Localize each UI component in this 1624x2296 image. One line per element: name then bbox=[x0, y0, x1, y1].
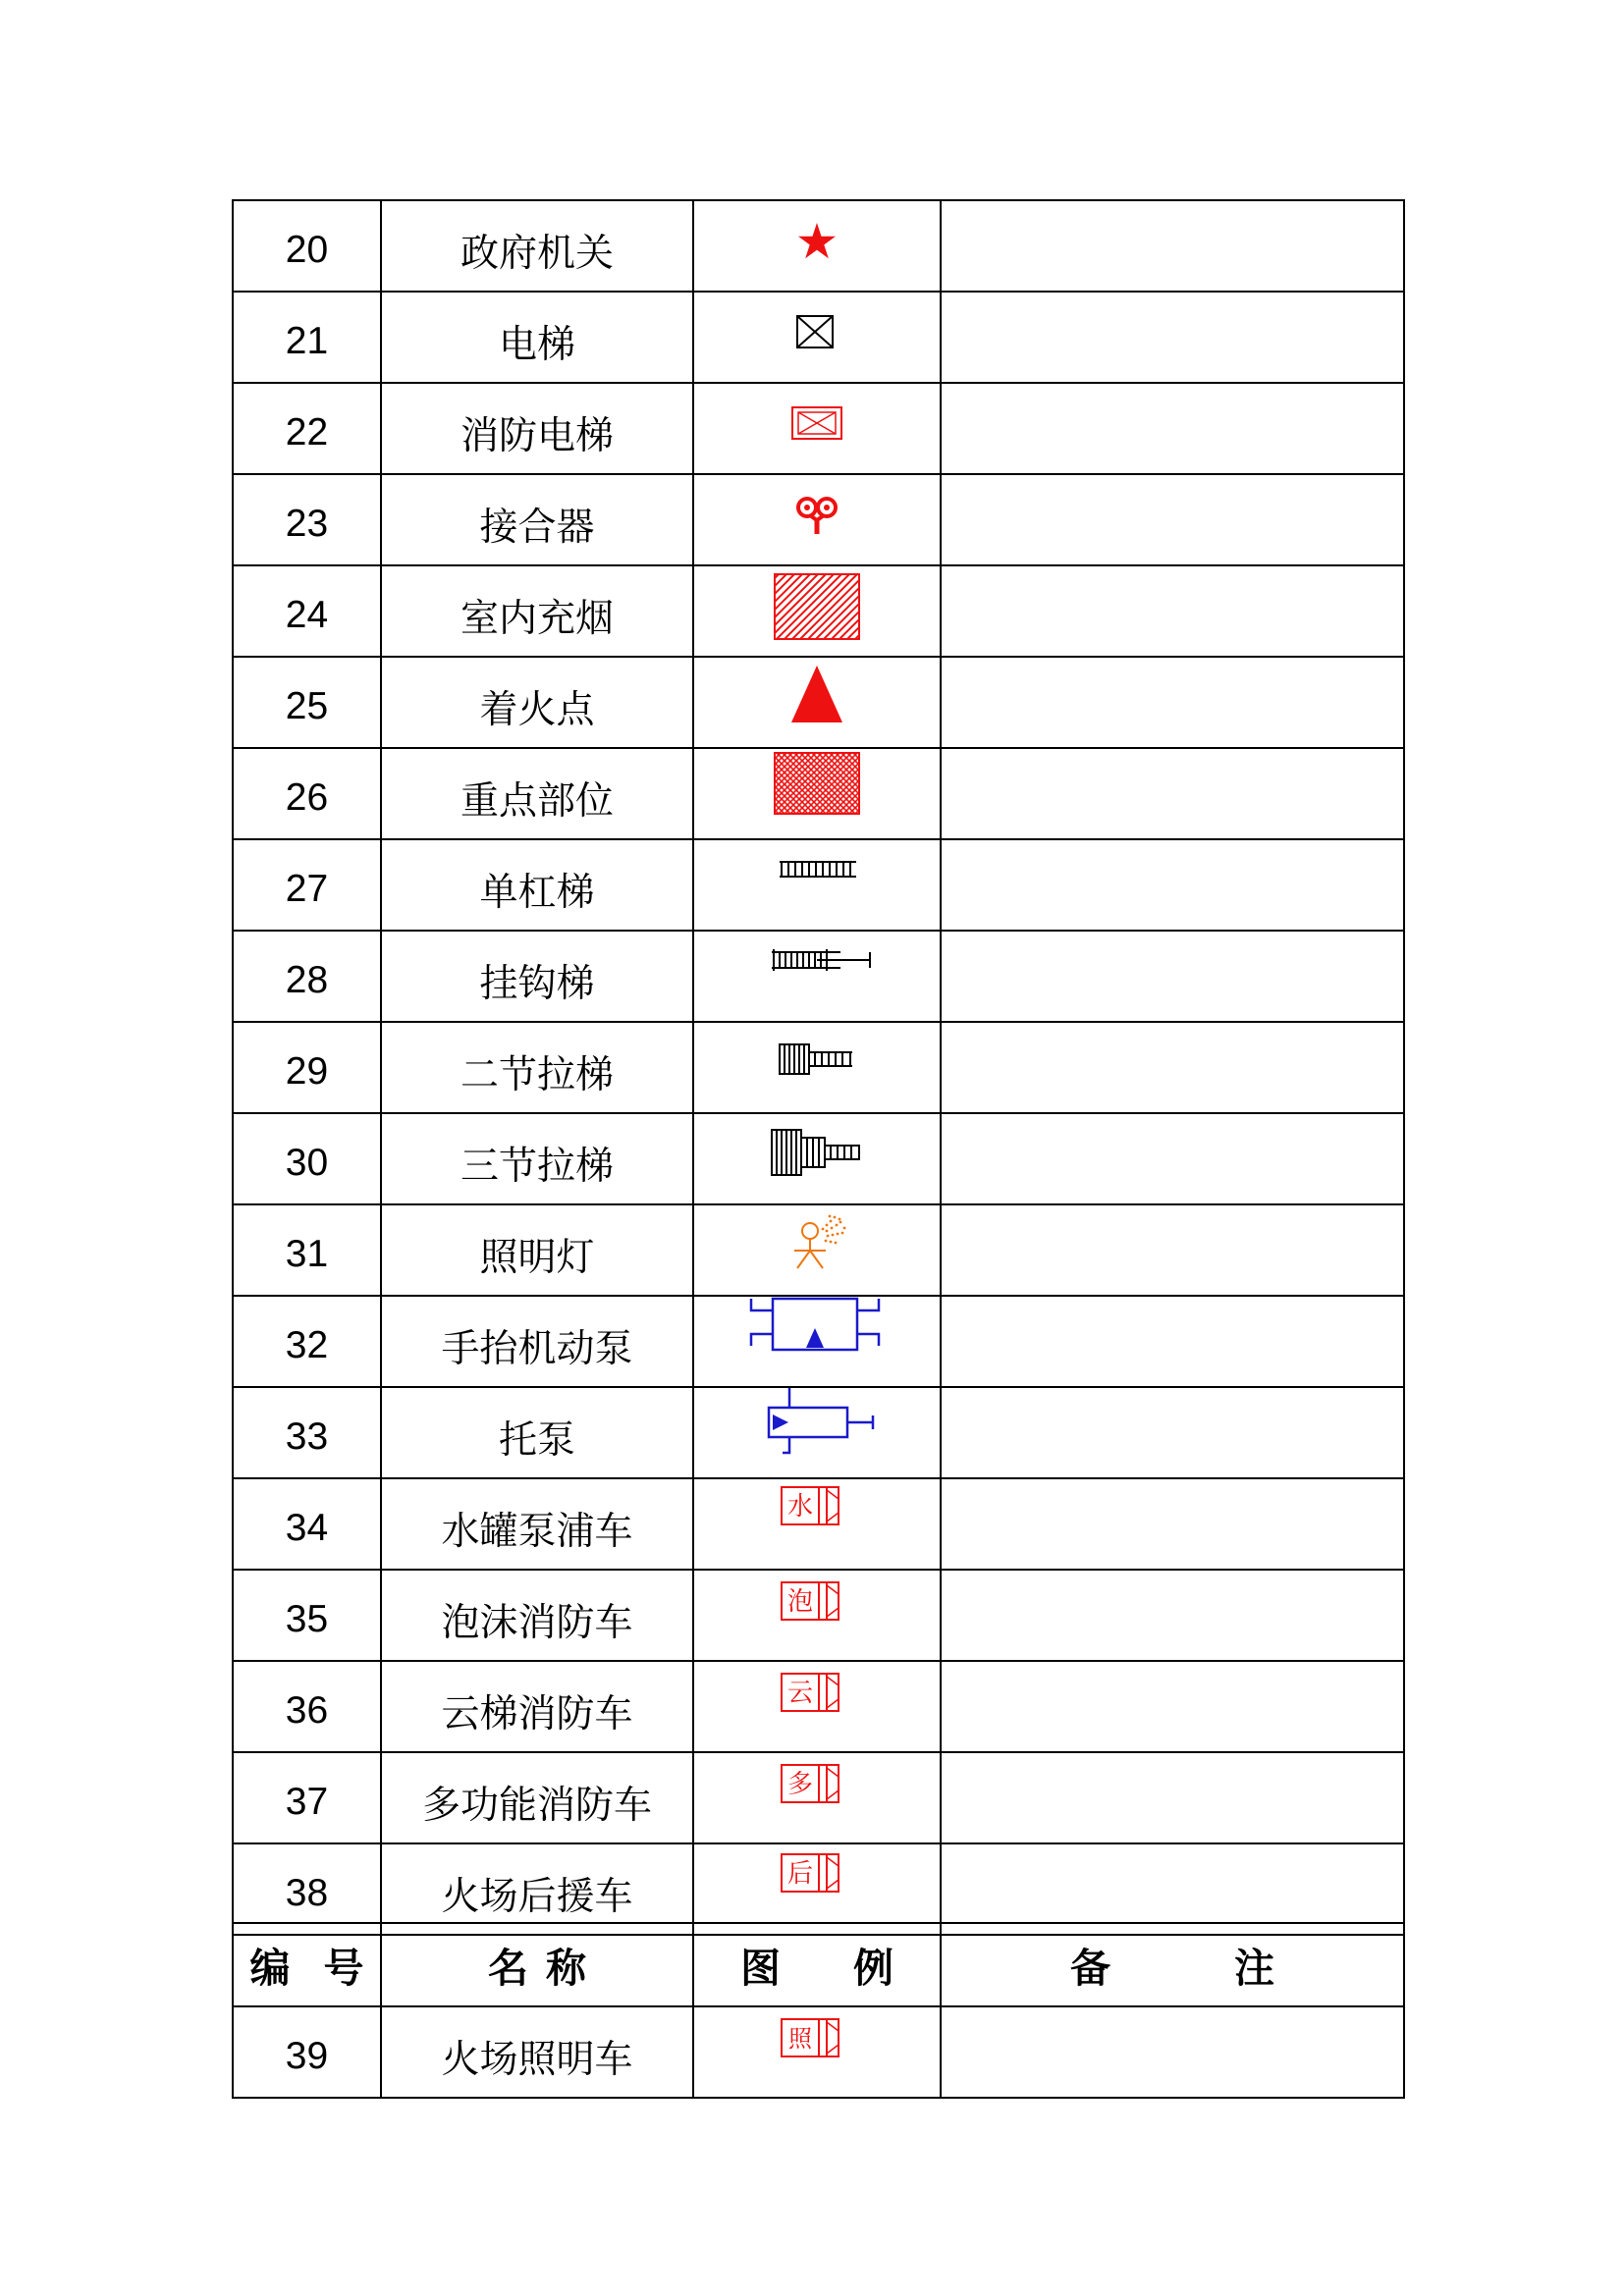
row-name: 政府机关 bbox=[381, 200, 693, 292]
header-number: 编 号 bbox=[233, 1923, 381, 2006]
row-number: 28 bbox=[233, 931, 381, 1022]
row-name: 着火点 bbox=[381, 657, 693, 748]
table-row bbox=[233, 1570, 1404, 1661]
row-name: 手抬机动泵 bbox=[381, 1296, 693, 1387]
row-name: 火场后援车 bbox=[381, 1843, 693, 1935]
remark-cell bbox=[941, 748, 1404, 839]
table-row bbox=[233, 1478, 1404, 1570]
row-name: 二节拉梯 bbox=[381, 1022, 693, 1113]
table-row bbox=[233, 1387, 1404, 1478]
table-row bbox=[233, 1204, 1404, 1296]
remark-cell bbox=[941, 1387, 1404, 1478]
table-row bbox=[233, 839, 1404, 931]
row-name: 电梯 bbox=[381, 292, 693, 383]
remark-cell bbox=[941, 2006, 1404, 2098]
row-number: 35 bbox=[233, 1570, 381, 1661]
truck-badge-text: 云 bbox=[786, 1679, 814, 1708]
remark-cell bbox=[941, 1204, 1404, 1296]
row-number: 34 bbox=[233, 1478, 381, 1570]
row-number: 36 bbox=[233, 1661, 381, 1752]
row-number: 22 bbox=[233, 383, 381, 474]
header-remarks: 备 注 bbox=[941, 1923, 1404, 2006]
header-legend: 图 例 bbox=[693, 1923, 941, 2006]
two-section-ladder-icon bbox=[768, 1023, 866, 1101]
remark-cell bbox=[941, 1570, 1404, 1661]
hook-ladder-icon bbox=[758, 932, 876, 1010]
row-name: 托泵 bbox=[381, 1387, 693, 1478]
multi-function-truck-icon bbox=[768, 1753, 866, 1832]
row-name: 挂钩梯 bbox=[381, 931, 693, 1022]
truck-badge-text: 泡 bbox=[786, 1587, 814, 1617]
remark-cell bbox=[941, 1296, 1404, 1387]
lighting-truck-icon bbox=[768, 2007, 866, 2086]
row-number: 29 bbox=[233, 1022, 381, 1113]
row-number: 32 bbox=[233, 1296, 381, 1387]
table-row bbox=[233, 292, 1404, 383]
row-name: 单杠梯 bbox=[381, 839, 693, 931]
portable-pump-icon bbox=[743, 1297, 891, 1375]
table-row bbox=[233, 2006, 1404, 2098]
fire-point-icon bbox=[773, 658, 861, 736]
remark-cell bbox=[941, 200, 1404, 292]
remark-cell bbox=[941, 1022, 1404, 1113]
table-row bbox=[233, 1022, 1404, 1113]
row-number: 24 bbox=[233, 565, 381, 657]
table-row bbox=[233, 657, 1404, 748]
remark-cell bbox=[941, 1752, 1404, 1843]
row-name: 消防电梯 bbox=[381, 383, 693, 474]
table-row bbox=[233, 474, 1404, 565]
row-name: 云梯消防车 bbox=[381, 1661, 693, 1752]
remark-cell bbox=[941, 931, 1404, 1022]
row-name: 照明灯 bbox=[381, 1204, 693, 1296]
remark-cell bbox=[941, 1478, 1404, 1570]
fire-elevator-icon bbox=[773, 384, 861, 462]
key-area-icon bbox=[773, 749, 861, 828]
row-number: 23 bbox=[233, 474, 381, 565]
remark-cell bbox=[941, 565, 1404, 657]
row-number: 21 bbox=[233, 292, 381, 383]
indoor-smoke-icon bbox=[773, 566, 861, 645]
remark-cell bbox=[941, 292, 1404, 383]
row-number: 31 bbox=[233, 1204, 381, 1296]
table-row bbox=[233, 383, 1404, 474]
aerial-ladder-truck-icon bbox=[768, 1662, 866, 1740]
row-name: 泡沫消防车 bbox=[381, 1570, 693, 1661]
water-tanker-icon bbox=[768, 1479, 866, 1558]
remark-cell bbox=[941, 474, 1404, 565]
symbols-table-continued bbox=[232, 1922, 1405, 2099]
support-truck-icon bbox=[768, 1844, 866, 1923]
table-row bbox=[233, 1113, 1404, 1204]
row-number: 20 bbox=[233, 200, 381, 292]
header-row bbox=[233, 1923, 1404, 2006]
header-name: 名 称 bbox=[381, 1923, 693, 2006]
truck-badge-text: 后 bbox=[786, 1859, 814, 1889]
table-row bbox=[233, 931, 1404, 1022]
row-name: 重点部位 bbox=[381, 748, 693, 839]
table-row bbox=[233, 1752, 1404, 1843]
row-number: 39 bbox=[233, 2006, 381, 2098]
truck-badge-text: 多 bbox=[786, 1770, 814, 1799]
lighting-lamp-icon bbox=[768, 1205, 866, 1284]
row-number: 25 bbox=[233, 657, 381, 748]
row-number: 37 bbox=[233, 1752, 381, 1843]
remark-cell bbox=[941, 383, 1404, 474]
remark-cell bbox=[941, 657, 1404, 748]
table-row bbox=[233, 748, 1404, 839]
single-ladder-icon bbox=[773, 840, 861, 919]
symbols-table bbox=[232, 199, 1405, 1936]
row-name: 水罐泵浦车 bbox=[381, 1478, 693, 1570]
three-section-ladder-icon bbox=[758, 1114, 876, 1193]
row-number: 30 bbox=[233, 1113, 381, 1204]
row-name: 火场照明车 bbox=[381, 2006, 693, 2098]
row-name: 三节拉梯 bbox=[381, 1113, 693, 1204]
table-row bbox=[233, 200, 1404, 292]
red-star-icon bbox=[773, 201, 861, 280]
truck-badge-text: 照 bbox=[788, 2025, 812, 2053]
trailer-pump-icon bbox=[743, 1388, 891, 1467]
row-name: 多功能消防车 bbox=[381, 1752, 693, 1843]
row-number: 26 bbox=[233, 748, 381, 839]
table-row bbox=[233, 565, 1404, 657]
elevator-icon bbox=[773, 293, 861, 371]
connector-icon bbox=[773, 475, 861, 554]
row-number: 33 bbox=[233, 1387, 381, 1478]
table-row bbox=[233, 1296, 1404, 1387]
remark-cell bbox=[941, 1113, 1404, 1204]
table-row bbox=[233, 1661, 1404, 1752]
remark-cell bbox=[941, 839, 1404, 931]
row-name: 接合器 bbox=[381, 474, 693, 565]
row-number: 38 bbox=[233, 1843, 381, 1935]
row-number: 27 bbox=[233, 839, 381, 931]
row-name: 室内充烟 bbox=[381, 565, 693, 657]
remark-cell bbox=[941, 1661, 1404, 1752]
truck-badge-text: 水 bbox=[786, 1492, 814, 1522]
foam-truck-icon bbox=[768, 1571, 866, 1649]
